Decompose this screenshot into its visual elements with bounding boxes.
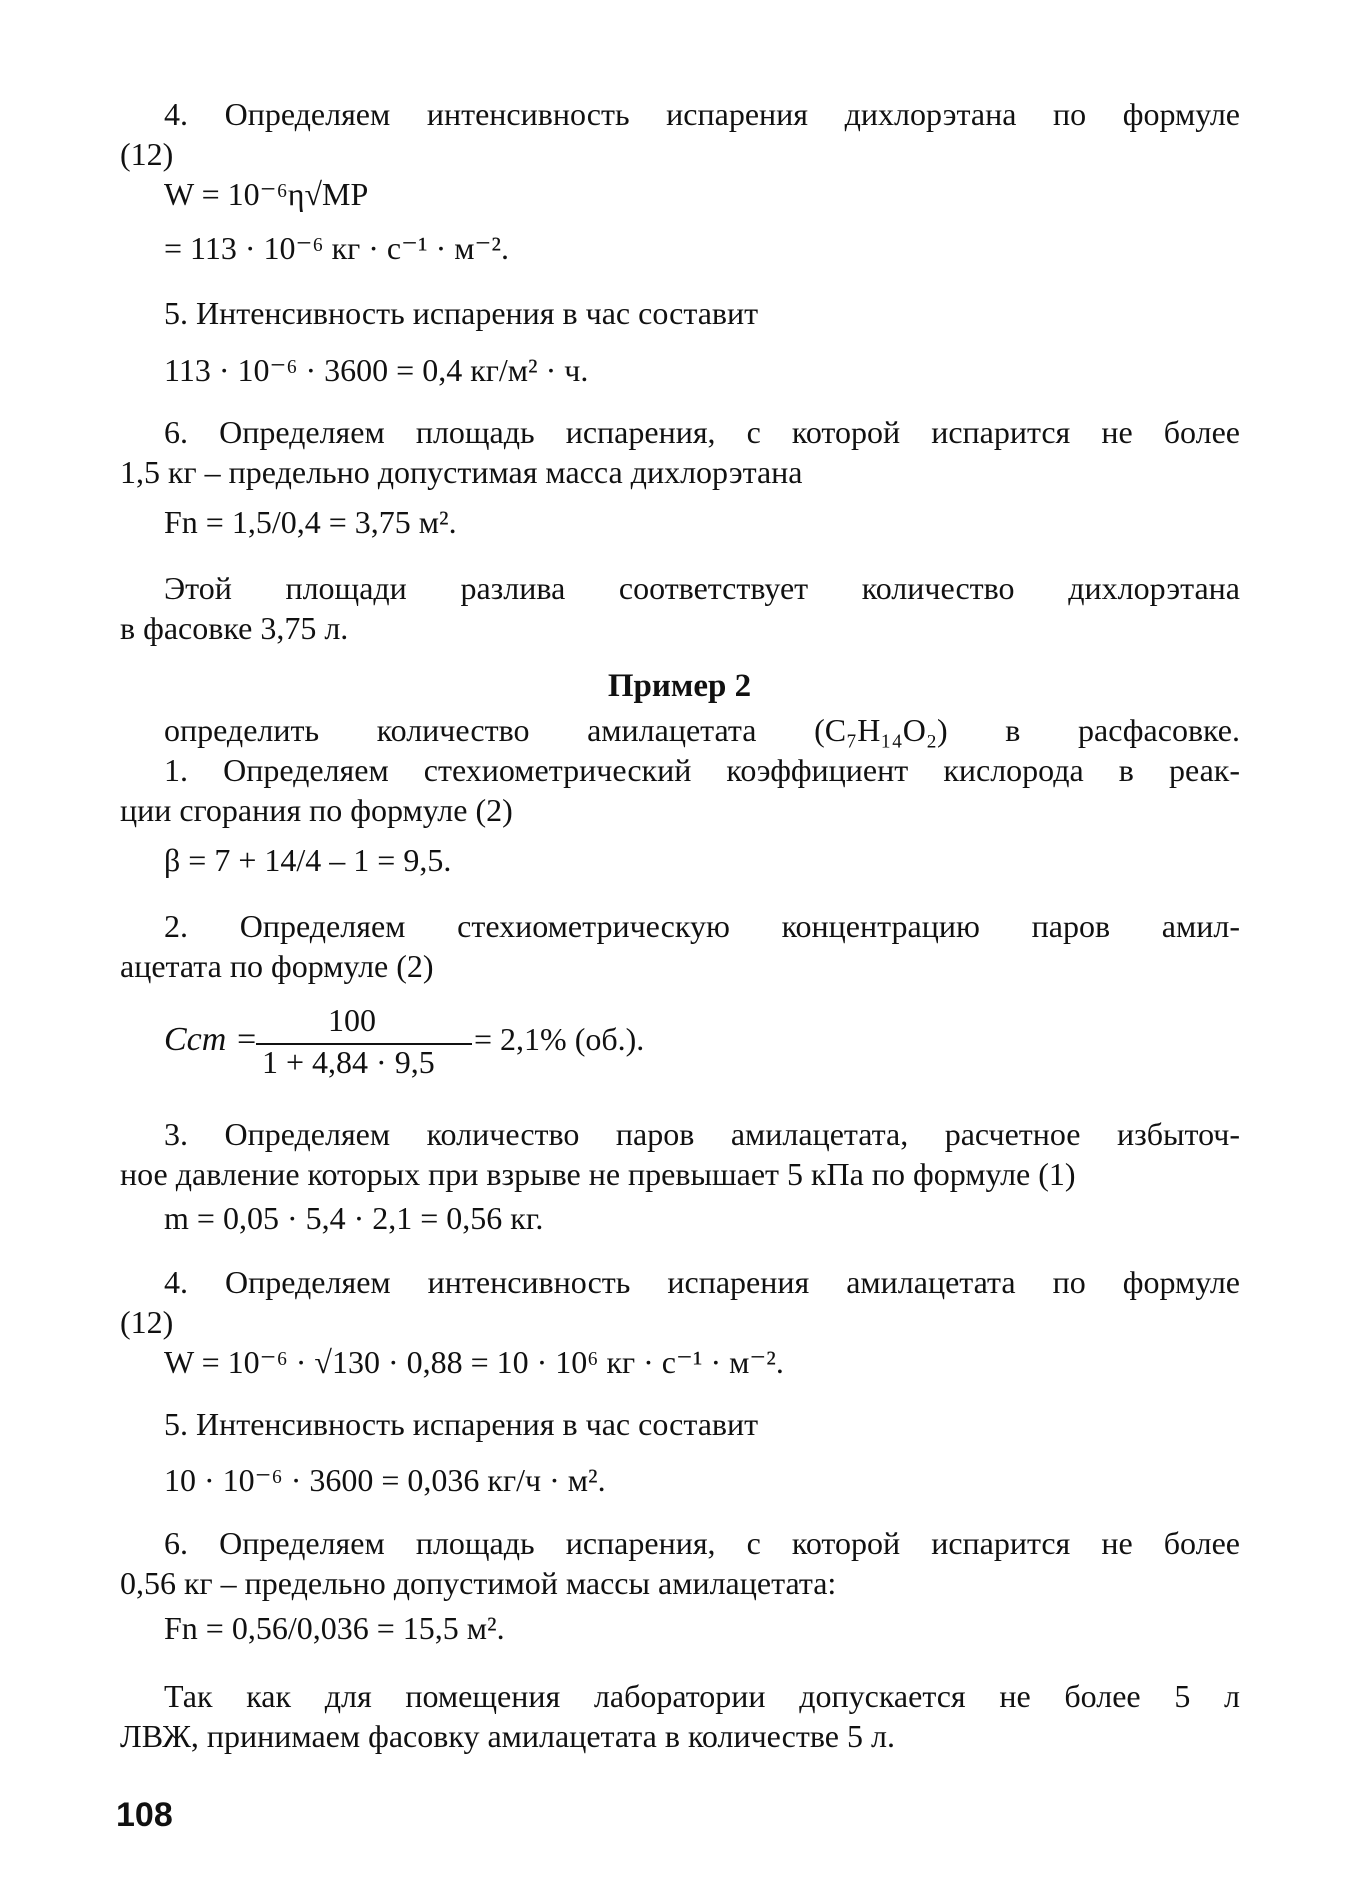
formula-fn-b: Fn = 0,56/0,036 = 15,5 м². (164, 1610, 505, 1646)
cst-result: = 2,1% (об.). (474, 1021, 645, 1057)
paragraph-step-3: 3. Определяем количество паров амилацетата, расчетное избыточ- ное давление которых при взрыве не превышает 5 кПа по формуле (1) (120, 1116, 1240, 1192)
cst-lhs: Cст = (164, 1021, 258, 1058)
formula-hourly-b: 10 · 10⁻⁶ · 3600 = 0,036 кг/ч · м². (164, 1462, 606, 1498)
cst-numerator: 100 (328, 1002, 376, 1038)
formula-hourly-a: 113 · 10⁻⁶ · 3600 = 0,4 кг/м² · ч. (164, 352, 589, 388)
formula-w2: W = 10⁻⁶ · √130 · 0,88 = 10 · 10⁶ кг · с⁻¹ · м⁻². (164, 1344, 784, 1380)
formula-w1: W = 10⁻⁶η√MP (164, 176, 369, 212)
formula-fn-a: Fn = 1,5/0,4 = 3,75 м². (164, 504, 457, 540)
paragraph-step-5b: 5. Интенсивность испарения в час составит (164, 1406, 759, 1442)
formula-w1-result: = 113 · 10⁻⁶ кг · с⁻¹ · м⁻². (164, 230, 509, 266)
cst-denominator: 1 + 4,84 · 9,5 (262, 1044, 435, 1080)
paragraph-step-2: 2. Определяем стехиометрическую концентрацию паров амил- ацетата по формуле (2) (120, 908, 1240, 984)
paragraph-step-4a: 4. Определяем интенсивность испарения дихлорэтана по формуле (12) (120, 96, 1240, 172)
paragraph-step-4b: 4. Определяем интенсивность испарения амилацетата по формуле (12) (120, 1264, 1240, 1340)
paragraph-conclusion-a: Этой площади разлива соответствует количество дихлорэтана в фасовке 3,75 л. (120, 570, 1240, 646)
formula-beta: β = 7 + 14/4 – 1 = 9,5. (164, 842, 452, 878)
paragraph-conclusion-b: Так как для помещения лаборатории допускается не более 5 л ЛВЖ, принимаем фасовку амилацетата в количестве 5 л. (120, 1678, 1240, 1754)
paragraph-step-5a: 5. Интенсивность испарения в час составит (164, 295, 759, 331)
paragraph-step-6b: 6. Определяем площадь испарения, с которой испарится не более 0,56 кг – предельно допустимой массы амилацетата: (120, 1525, 1240, 1601)
paragraph-example-2: определить количество амилацетата (C₇H₁₄O₂) в расфасовке. 1. Определяем стехиометрический коэффициент кислорода в реак- ции сгорания по формуле (2) (120, 712, 1240, 828)
formula-mass: m = 0,05 · 5,4 · 2,1 = 0,56 кг. (164, 1200, 544, 1236)
paragraph-step-6a: 6. Определяем площадь испарения, с которой испарится не более 1,5 кг – предельно допустимая масса дихлорэтана (120, 414, 1240, 490)
page-number: 108 (116, 1796, 173, 1834)
section-heading: Пример 2 (607, 668, 752, 704)
